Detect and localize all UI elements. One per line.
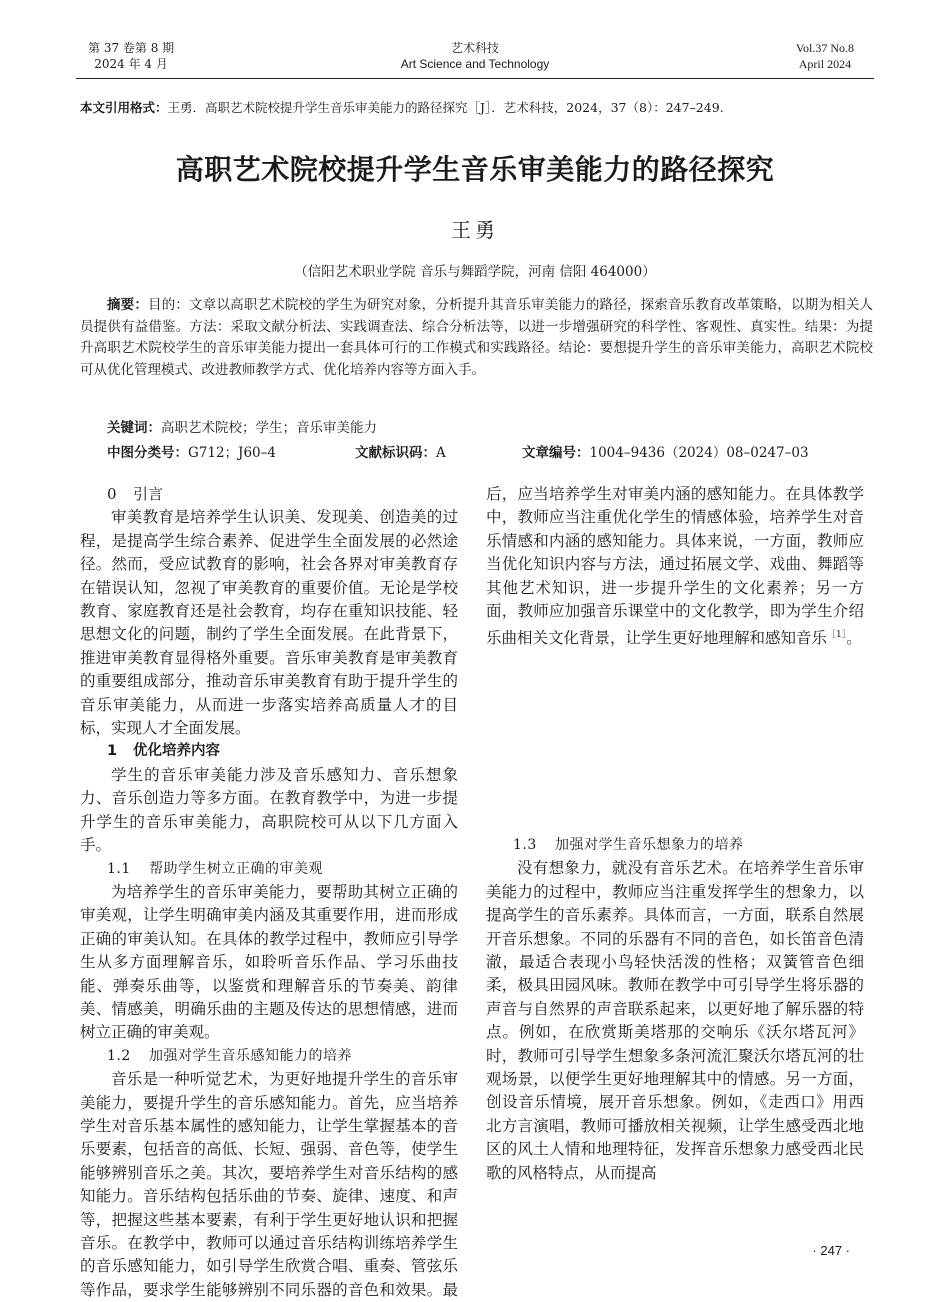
keywords: [107, 416, 377, 436]
keywords-text: 高职艺术院校；学生；音乐审美能力: [161, 420, 377, 436]
citation-text: 王勇．高职艺术院校提升学生音乐审美能力的路径探究［J］．艺术科技，2024，37（8）：247–249.: [167, 100, 724, 115]
abstract-text: 目的：文章以高职艺术院校的学生为研究对象，分析提升其音乐审美能力的路径，探索音乐教育改革策略，以期为相关人员提供有益借鉴。方法：采取文献分析法、实践调查法、综合分析法等，以进一步增强研究的科学性、客观性、真实性。结果：为提升高职艺术院校学生的音乐审美能力提出一套具体可行的工作模式和实践路径。结论：要想提升学生的音乐审美能力，高职艺术院校可从优化管理模式、改进教师教学方式、优化培养内容等方面入手。: [80, 297, 873, 378]
section-heading-1-1: 1.1 帮助学生树立正确的审美观: [107, 860, 323, 877]
journal-name-cn: 艺术科技: [450, 41, 499, 55]
running-header: [76, 40, 874, 79]
volume-cn: 第 37 卷第 8 期: [88, 41, 175, 55]
paragraph: 学生的音乐审美能力涉及音乐感知力、音乐想象力、音乐创造力等多方面。在教育教学中，为进一步提升学生的音乐审美能力，高职院校可从以下几方面入手。: [80, 765, 458, 855]
section-heading-1-2: 1.2 加强对学生音乐感知能力的培养: [107, 1047, 352, 1064]
section-heading-0: 0 引言: [107, 485, 164, 503]
page-number: · 247 ·: [812, 1243, 850, 1258]
clc-number: 中图分类号：G712；J60–4: [107, 445, 276, 461]
citation-format: [80, 98, 890, 116]
body-column-left: [80, 483, 458, 1302]
header-volume-en: [796, 40, 854, 72]
volume-en: Vol.37 No.8: [795, 41, 854, 55]
journal-name-en: Art Science and Technology: [400, 57, 550, 71]
paragraph: 后，应当培养学生对审美内涵的感知能力。在具体教学中，教师应当注重优化学生的情感体验，培养学生对音乐情感和内涵的感知能力。具体来说，一方面，教师应当优化知识内容与方法，通过拓展文学、戏曲、舞蹈等其他艺术知识，进一步提升学生的文化素养；另一方面，教师应加强音乐课堂中的文化教学，即为学生介绍乐曲相关文化背景，让学生更好地理解和感知音乐$^{[1]}$。: [486, 485, 864, 647]
paragraph: 为培养学生的音乐审美能力，要帮助其树立正确的审美观，让学生明确审美内涵及其重要作用，进而形成正确的审美认知。在具体的教学过程中，教师应引导学生从多方面理解音乐，如聆听音乐作品、学习乐曲技能、弹奏乐曲等，以鉴赏和理解音乐的节奏美、韵律美、情感美，明确乐曲的主题及传达的思想情感，进而树立正确的审美观。: [80, 882, 458, 1042]
abstract: [80, 294, 873, 381]
section-heading-1-3: 1.3 加强对学生音乐想象力的培养: [513, 837, 744, 853]
classification-line: [107, 441, 887, 463]
date-cn: 2024 年 4 月: [94, 57, 168, 71]
author-affiliation: （信阳艺术职业学院 音乐与舞蹈学院，河南 信阳 464000）: [294, 264, 656, 280]
citation-label: 本文引用格式：: [80, 101, 168, 115]
paragraph-clip: [80, 1068, 458, 1302]
document-code: 文献标识码：A: [355, 445, 446, 461]
paragraph-continued: [486, 483, 864, 834]
article-title: 高职艺术院校提升学生音乐审美能力的路径探究: [175, 153, 775, 186]
paragraph: 没有想象力，就没有音乐艺术。在培养学生音乐审美能力的过程中，教师应当注重发挥学生的想象力，以提高学生的音乐素养。具体而言，一方面，联系自然展开音乐想象。不同的乐器有不同的音色，如长笛音色清澈，最适合表现小鸟轻快活泼的性格；双簧管音色细柔，极具田园风味。教师在教学中可引导学生将乐器的声音与自然界的声音联系起来，以更好地了解乐器的特点。例如，在欣赏斯美塔那的交响乐《沃尔塔瓦河》时，教师可引导学生想象多条河流汇聚沃尔塔瓦河的壮观场景，以便学生更好地理解其中的情感。另一方面，创设音乐情境，展开音乐想象。例如，《走西口》用西北方言演唱，教师可播放相关视频，让学生感受西北地区的风土人情和地理特征，发挥音乐想象力感受西北民歌的风格特点，从而提高: [486, 859, 864, 1182]
body-column-right: [486, 483, 864, 1185]
section-heading-1: 1 优化培养内容: [107, 743, 220, 760]
abstract-label: 摘要：: [107, 297, 149, 312]
keywords-label: 关键词：: [107, 420, 161, 435]
article-number: 文章编号：1004–9436（2024）08–0247–03: [522, 445, 809, 461]
header-journal: [76, 40, 874, 72]
date-en: April 2024: [798, 57, 852, 71]
paragraph: 审美教育是培养学生认识美、发现美、创造美的过程，是提高学生综合素养、促进学生全面发展的必然途径。然而，受应试教育的影响，社会各界对审美教育存在错误认知，忽视了审美教育的重要价值。无论是学校教育、家庭教育还是社会教育，均存在重知识技能、轻思想文化的问题，制约了学生全面发展。在此背景下，推进审美教育显得格外重要。音乐审美教育是审美教育的重要组成部分，推动音乐审美教育有助于提升学生的音乐审美能力，从而进一步落实培养高质量人才的目标，实现人才全面发展。: [80, 508, 458, 738]
paragraph: 音乐是一种听觉艺术，为更好地提升学生的音乐审美能力，要提升学生的音乐感知能力。首先，应当培养学生对音乐基本属性的感知能力，让学生掌握基本的音乐要素，包括音的高低、长短、强弱、音色等，使学生能够辨别音乐之美。其次，要培养学生对音乐结构的感知能力。音乐结构包括乐曲的节奏、旋律、速度、和声等，把握这些基本要素，有利于学生更好地认识和把握音乐。在教学中，教师可以通过音乐结构训练培养学生的音乐感知能力，如引导学生欣赏合唱、重奏、管弦乐等作品，要求学生能够辨别不同乐器的音色和效果。最: [80, 1070, 458, 1299]
author-name: 王勇: [451, 218, 499, 242]
citation-ref: ［1］: [827, 629, 847, 640]
